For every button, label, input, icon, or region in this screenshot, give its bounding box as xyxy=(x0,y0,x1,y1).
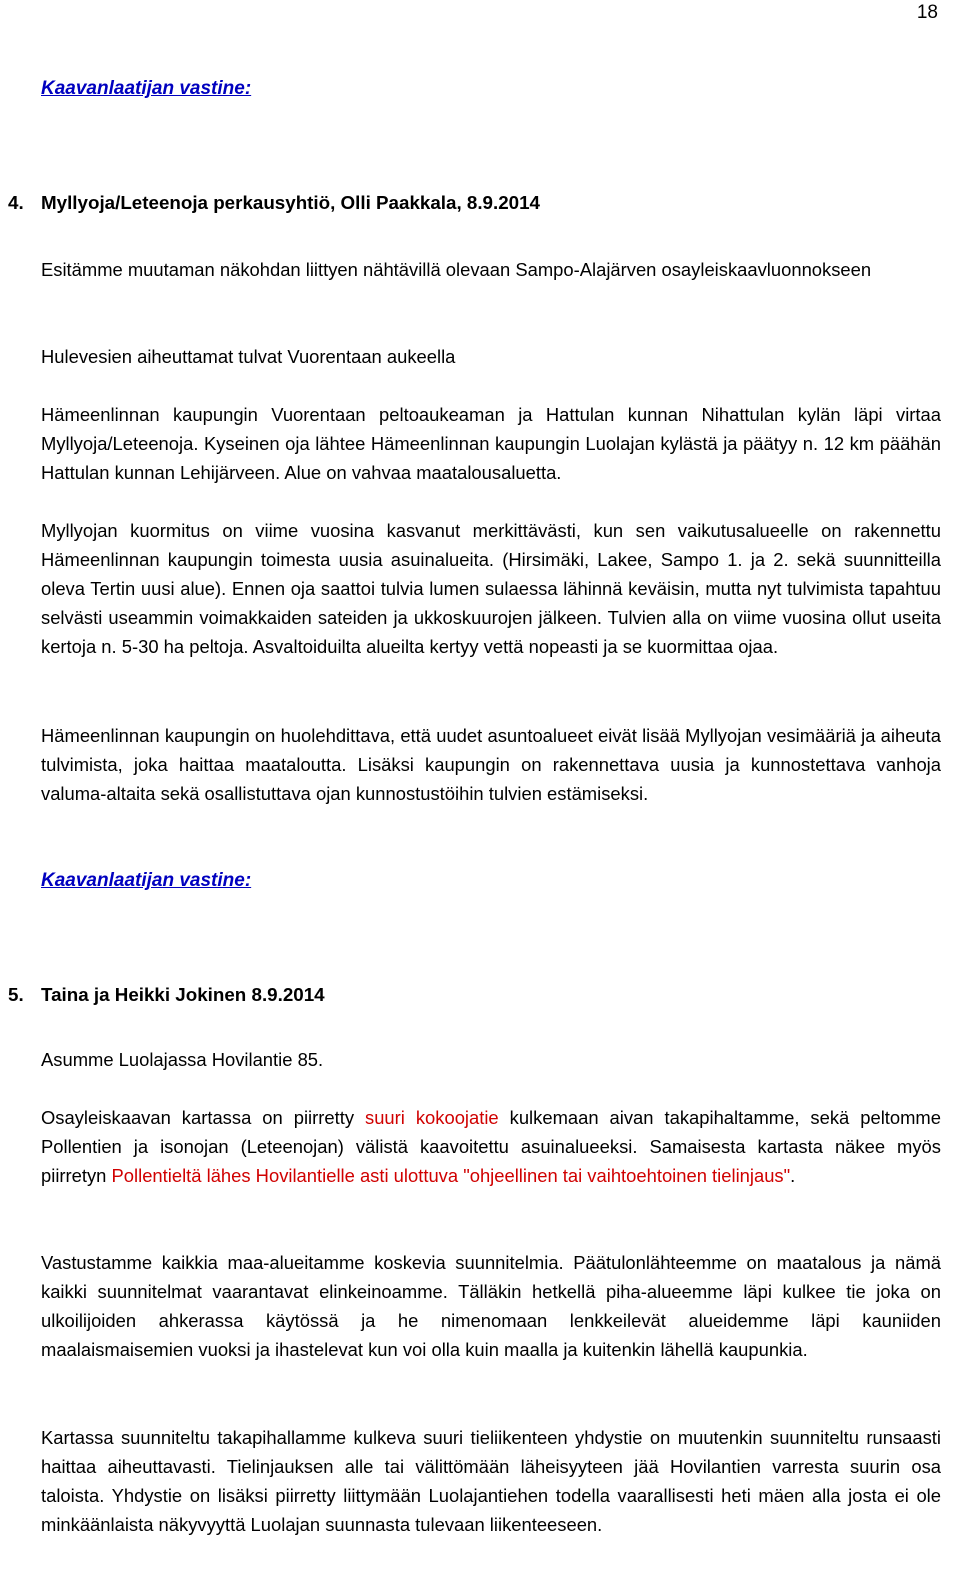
section-4-paragraph-2: Myllyojan kuormitus on viime vuosina kasvanut merkittävästi, kun sen vaikutusalueelle on rakennettu Hämeenlinnan kaupungin toimesta uusia asuinalueita. (Hirsimäki, Lakee, Sampo 1. ja 2. sekä suunnitteilla oleva Tertin uusi alue). Ennen oja saattoi tulvia lumen sulaessa lähinnä keväisin, mutta nyt tulvimista tapahtuu selvästi useammin voimakkaiden sateiden ja ukkoskuurojen jälkeen. Tulvien alla on viime vuosina ollut useita kertoja n. 5-30 ha peltoja. Asvaltoiduilta alueilta kertyy vettä nopeasti ja se kuormittaa ojaa. xyxy=(41,520,941,657)
section-5-paragraph-1-text-b: kulkemaan aivan takapihaltamme, sekä peltomme Pollentien ja isonojan (Leteenojan) välistä kaavoitettu asuinalueeksi. Samaisesta kartasta näkee myös piirretyn xyxy=(41,1107,941,1186)
section-4-paragraph-3: Hämeenlinnan kaupungin on huolehdittava, että uudet asuntoalueet eivät lisää Myllyojan vesimääriä ja aiheuta tulvimista, joka haittaa maataloutta. Lisäksi kaupungin on rakennettava uusia ja kunnostettava vanhoja valuma-altaita sekä osallistuttava ojan kunnostustöihin tulvien estämiseksi. xyxy=(41,725,941,804)
section-5-heading xyxy=(8,984,325,1006)
section-4-subheading: Hulevesien aiheuttamat tulvat Vuorentaan aukeella xyxy=(41,346,456,367)
section-5-paragraph-1 xyxy=(41,1103,941,1190)
section-4-paragraph-1: Hämeenlinnan kaupungin Vuorentaan peltoaukeaman ja Hattulan kunnan Nihattulan kylän läpi virtaa Myllyoja/Leteenoja. Kyseinen oja lähtee Hämeenlinnan kaupungin Luolajan kylästä ja päätyy n. 12 km päähän Hattulan kunnan Lehijärveen. Alue on vahvaa maatalousaluetta. xyxy=(41,404,941,483)
section-4-title: Myllyoja/Leteenoja perkausyhtiö, Olli Paakkala, 8.9.2014 xyxy=(41,192,540,213)
section-5-paragraph-1-text-a: Osayleiskaavan kartassa on piirretty xyxy=(41,1107,365,1128)
section-4-number: 4. xyxy=(8,192,24,213)
section-5-paragraph-1-text-c: . xyxy=(790,1165,796,1186)
reply-heading-1: Kaavanlaatijan vastine: xyxy=(41,78,252,99)
reply-heading-2: Kaavanlaatijan vastine: xyxy=(41,870,252,891)
highlight-collector-road: suuri kokoojatie xyxy=(365,1107,499,1128)
section-5-intro: Asumme Luolajassa Hovilantie 85. xyxy=(41,1049,324,1070)
page-number: 18 xyxy=(916,2,938,23)
section-5-title: Taina ja Heikki Jokinen 8.9.2014 xyxy=(41,984,325,1005)
section-5-paragraph-3: Kartassa suunniteltu takapihallamme kulkeva suuri tieliikenteen yhdystie on muutenkin suunniteltu runsaasti haittaa aiheuttavasti. Tielinjauksen alle tai välittömään läheisyyteen jää Hovilantien varresta suurin osa taloista. Yhdystie on lisäksi piirretty liittymään Luolajantiehen todella vaarallisesti heti mäen alla josta ei ole minkäänlaista näkyvyyttä Luolajan suunnasta tulevaan liikenteeseen. xyxy=(41,1427,941,1535)
section-4-intro: Esitämme muutaman näkohdan liittyen nähtävillä olevaan Sampo-Alajärven osayleiskaavluonnokseen xyxy=(41,259,872,280)
section-5-number: 5. xyxy=(8,984,24,1005)
section-5-paragraph-2: Vastustamme kaikkia maa-alueitamme koskevia suunnitelmia. Päätulonlähteemme on maatalous ja nämä kaikki suunnitelmat vaarantavat elinkeinoamme. Tälläkin hetkellä piha-alueemme läpi kulkee tie joka on ulkoilijoiden ahkerassa käytössä ja he nimenomaan lenkkeilevät alueidemme läpi kauniiden maalaismaisemien vuoksi ja ihastelevat kun voi olla kuin maalla ja kuitenkin lähellä kaupunkia. xyxy=(41,1252,941,1360)
highlight-road-alignment: Pollentieltä lähes Hovilantielle asti ulottuva "ohjeellinen tai vaihtoehtoinen tielinjaus" xyxy=(111,1165,791,1186)
section-4-heading xyxy=(8,192,540,214)
